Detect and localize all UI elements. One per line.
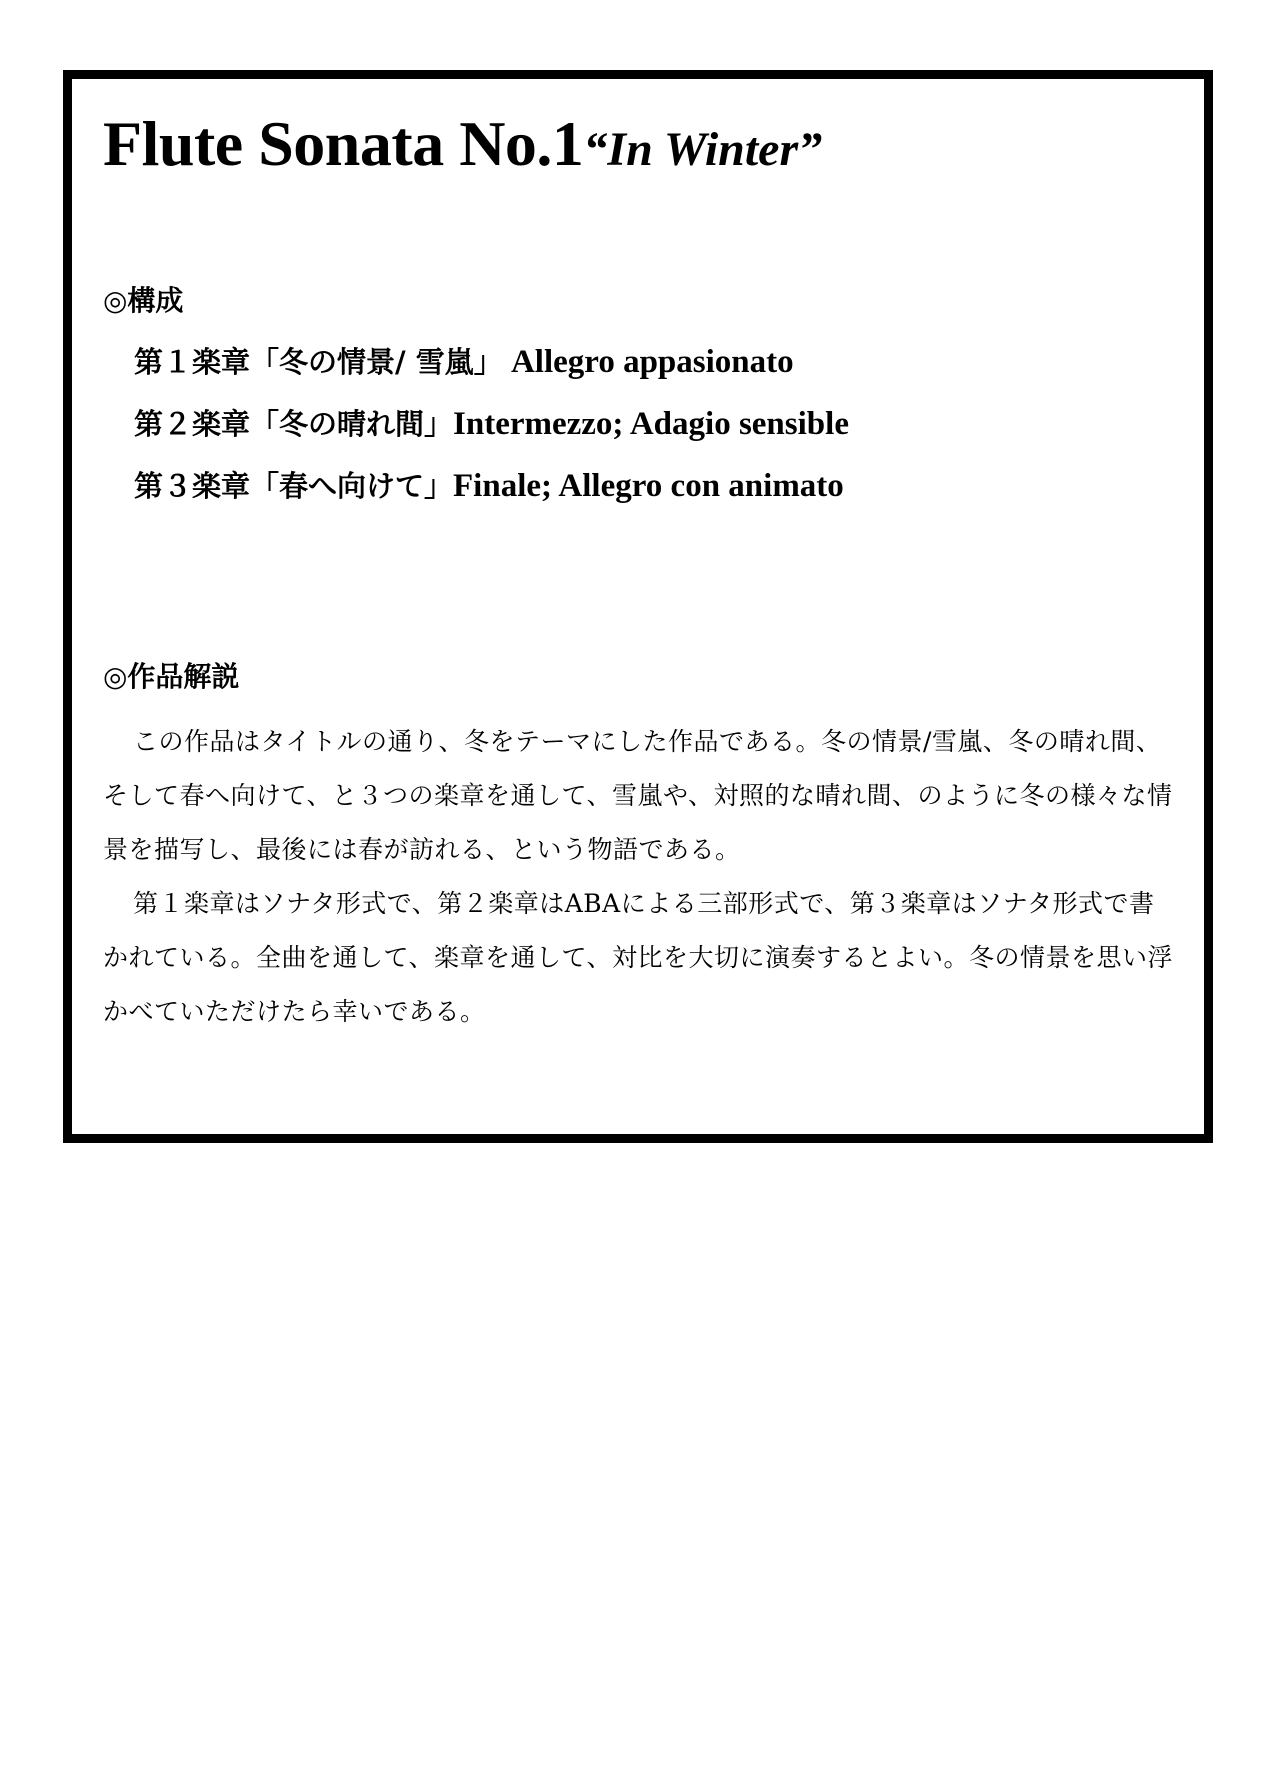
movement-item-1 bbox=[134, 342, 849, 404]
title-main: Flute Sonata No.1 bbox=[103, 108, 584, 179]
movement-tempo: Allegro appasionato bbox=[502, 344, 794, 380]
movement-item-2 bbox=[134, 404, 849, 466]
commentary-paragraph-2: 第１楽章はソナタ形式で、第２楽章はABAによる三部形式で、第３楽章はソナタ形式で書かれている。全曲を通して、楽章を通して、対比を大切に演奏するとよい。冬の情景を思い浮かべていただけたら幸いである。 bbox=[103, 889, 1174, 1026]
movement-list bbox=[134, 342, 849, 528]
title-subtitle: “In Winter” bbox=[583, 123, 823, 176]
structure-heading: ◎構成 bbox=[103, 284, 184, 317]
movement-label: 第１楽章「冬の情景/ 雪嵐」 bbox=[134, 345, 503, 379]
commentary-paragraph-1: この作品はタイトルの通り、冬をテーマにした作品である。冬の情景/雪嵐、冬の晴れ間、そして春へ向けて、と３つの楽章を通して、雪嵐や、対照的な晴れ間、のように冬の様々な情景を描写し、最後には春が訪れる、という物語である。 bbox=[103, 727, 1173, 864]
movement-tempo: Finale; Allegro con animato bbox=[453, 468, 844, 504]
movement-label: 第３楽章「春へ向けて」 bbox=[134, 469, 454, 503]
commentary-body bbox=[103, 715, 1175, 1039]
movement-label: 第２楽章「冬の晴れ間」 bbox=[134, 407, 454, 441]
commentary-heading: ◎作品解説 bbox=[103, 660, 240, 693]
page-title bbox=[103, 108, 823, 179]
movement-tempo: Intermezzo; Adagio sensible bbox=[453, 406, 849, 442]
movement-item-3 bbox=[134, 466, 849, 528]
